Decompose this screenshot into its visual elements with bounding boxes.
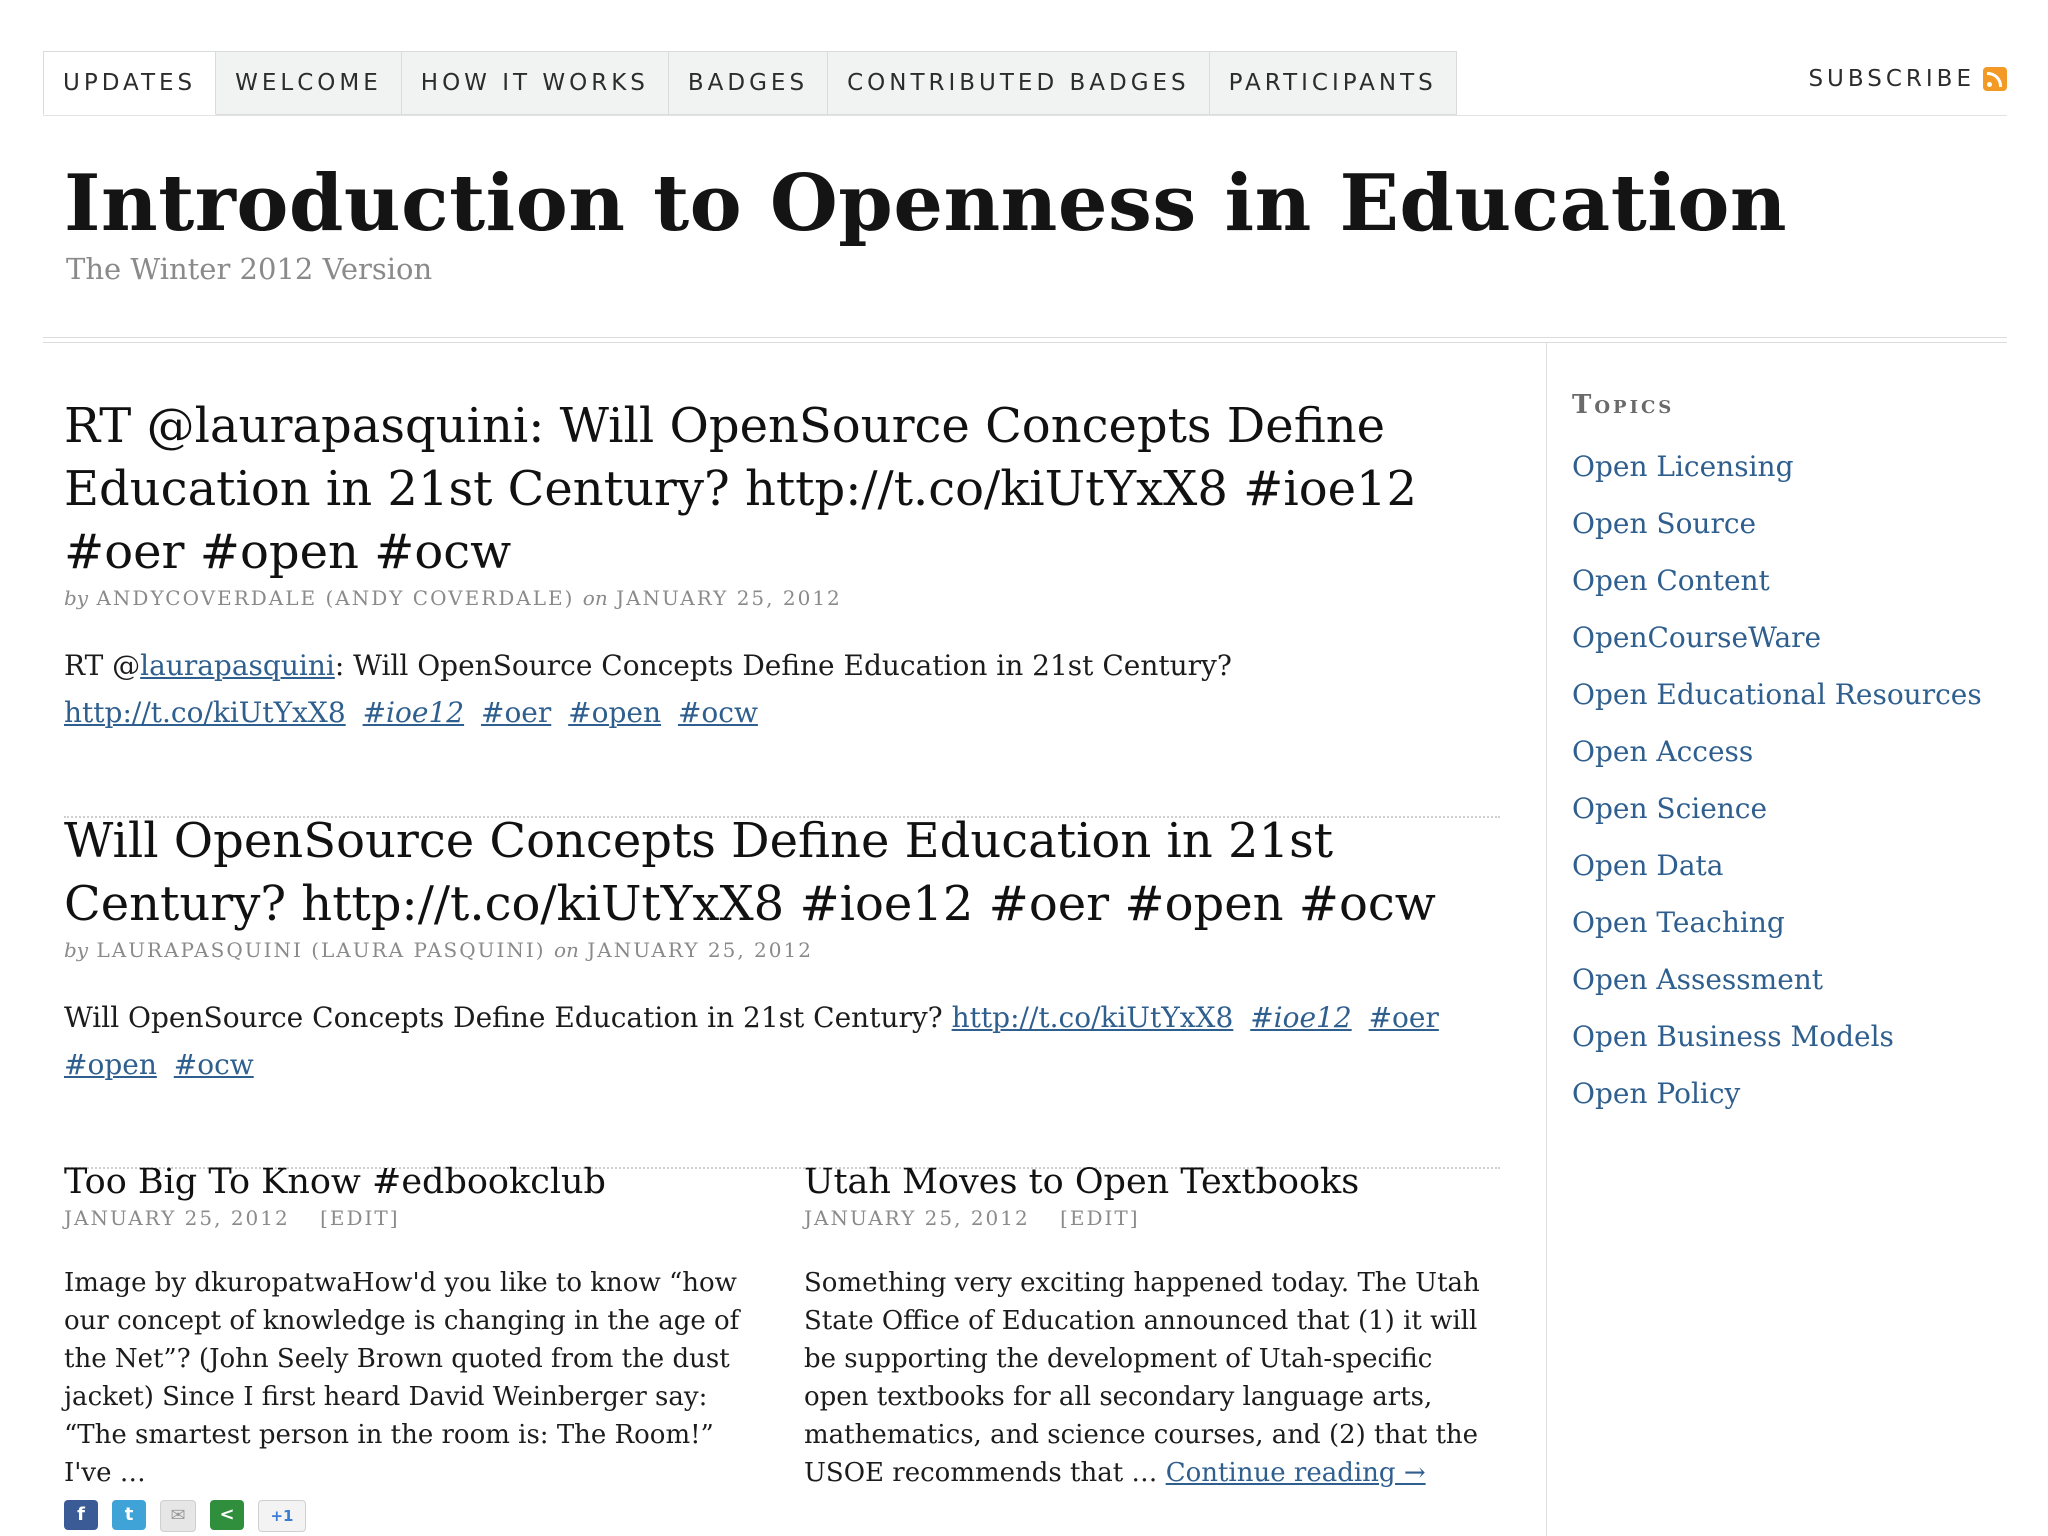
continue-reading-link[interactable]: Continue reading →: [1165, 1458, 1426, 1488]
tab-badges[interactable]: BADGES: [669, 51, 828, 115]
email-icon[interactable]: ✉: [160, 1500, 196, 1532]
post-title[interactable]: RT @laurapasquini: Will OpenSource Concepts Define Education in 21st Century? http://t.co/kiUtYxX8 #ioe12 #oer #open #ocw: [64, 398, 1418, 580]
topic-link[interactable]: Open Teaching: [1572, 906, 1785, 939]
post-author[interactable]: LAURAPASQUINI (LAURA PASQUINI): [96, 938, 546, 962]
tweet-link[interactable]: http://t.co/kiUtYxX8: [64, 696, 346, 729]
card-title[interactable]: Too Big To Know #edbookclub: [64, 1162, 606, 1202]
post-title[interactable]: Will OpenSource Concepts Define Education in 21st Century? http://t.co/kiUtYxX8 #ioe12 #oer #open #ocw: [64, 813, 1436, 932]
tab-participants[interactable]: PARTICIPANTS: [1210, 51, 1457, 115]
topics-heading: Topics: [1572, 390, 1675, 420]
post-byline: [64, 938, 1500, 962]
tab-how-it-works[interactable]: HOW IT WORKS: [402, 51, 669, 115]
edit-link[interactable]: [EDIT]: [1060, 1206, 1140, 1230]
site-subtitle: The Winter 2012 Version: [66, 252, 433, 286]
byline-on: on: [582, 586, 608, 610]
rss-icon: [1983, 67, 2007, 91]
edit-link[interactable]: [EDIT]: [320, 1206, 400, 1230]
card-title[interactable]: Utah Moves to Open Textbooks: [804, 1162, 1360, 1202]
twitter-icon[interactable]: t: [112, 1500, 146, 1530]
top-navigation: [43, 51, 2007, 116]
subscribe-link[interactable]: [1808, 66, 2007, 92]
hashtag-link[interactable]: #open: [568, 696, 662, 729]
card-excerpt: [804, 1264, 1484, 1492]
tab-updates[interactable]: UPDATES: [43, 51, 216, 115]
hashtag-link[interactable]: #ioe12: [1250, 1001, 1352, 1034]
topic-link[interactable]: Open Business Models: [1572, 1020, 1894, 1053]
subscribe-label: SUBSCRIBE: [1808, 66, 1975, 92]
excerpt-card: [804, 1160, 1484, 1492]
excerpt-card: [64, 1160, 744, 1532]
topic-link[interactable]: OpenCourseWare: [1572, 621, 1822, 654]
byline-on: on: [553, 938, 579, 962]
post-date[interactable]: JANUARY 25, 2012: [587, 938, 813, 962]
topic-link[interactable]: Open Science: [1572, 792, 1768, 825]
hashtag-link[interactable]: #oer: [480, 696, 552, 729]
hashtag-link[interactable]: #ioe12: [362, 696, 465, 729]
topic-link[interactable]: Open Source: [1572, 507, 1757, 540]
topic-link[interactable]: Open Educational Resources: [1572, 678, 1982, 711]
post-date[interactable]: JANUARY 25, 2012: [616, 586, 842, 610]
tab-welcome[interactable]: WELCOME: [216, 51, 402, 115]
topic-link[interactable]: Open Policy: [1572, 1077, 1741, 1110]
topic-link[interactable]: Open Access: [1572, 735, 1754, 768]
tab-contributed-badges[interactable]: CONTRIBUTED BADGES: [828, 51, 1210, 115]
topic-link[interactable]: Open Licensing: [1572, 450, 1794, 483]
card-excerpt-text: Something very exciting happened today. The Utah State Office of Education announced that (1) it will be supporting the development of Utah-specific open textbooks for all secondary language arts, mathematics, and science courses, and (2) that the USOE recommends that …: [804, 1268, 1480, 1488]
sidebar: [1572, 390, 2012, 1122]
share-bar: [64, 1500, 744, 1532]
site-title[interactable]: Introduction to Openness in Education: [64, 158, 1788, 249]
card-date: JANUARY 25, 2012: [804, 1206, 1030, 1230]
share-icon[interactable]: <: [210, 1500, 244, 1530]
post-body: [64, 642, 1500, 736]
byline-by: by: [64, 938, 89, 962]
body-text: Will OpenSource Concepts Define Education in 21st Century?: [64, 1001, 943, 1034]
topic-link[interactable]: Open Content: [1572, 564, 1770, 597]
hashtag-link[interactable]: #ocw: [677, 696, 758, 729]
post: [64, 810, 1500, 1169]
header-divider: [43, 337, 2007, 343]
topic-list: [1572, 438, 2012, 1122]
topic-link[interactable]: Open Data: [1572, 849, 1724, 882]
post-author[interactable]: ANDYCOVERDALE (ANDY COVERDALE): [96, 586, 575, 610]
card-meta: [804, 1206, 1484, 1230]
topic-link[interactable]: Open Assessment: [1572, 963, 1824, 996]
hashtag-link[interactable]: #open: [64, 1048, 157, 1081]
byline-by: by: [64, 586, 89, 610]
card-excerpt: Image by dkuropatwaHow'd you like to know “how our concept of knowledge is changing in the age of the Net”? (John Seely Brown quoted from the dust jacket) Since I first heard David Weinberger say: “The smartest person in the room is: The Room!” I've …: [64, 1268, 740, 1488]
hashtag-link[interactable]: #oer: [1368, 1001, 1439, 1034]
post: [64, 395, 1500, 818]
mention-link[interactable]: laurapasquini: [140, 649, 335, 682]
nav-tabs: [43, 51, 1457, 115]
body-text: : Will OpenSource Concepts Define Education in 21st Century?: [334, 649, 1232, 682]
hashtag-link[interactable]: #ocw: [173, 1048, 254, 1081]
card-meta: [64, 1206, 744, 1230]
facebook-icon[interactable]: f: [64, 1500, 98, 1530]
body-prefix: RT @: [64, 649, 141, 682]
sidebar-divider: [1546, 343, 1547, 1536]
card-date: JANUARY 25, 2012: [64, 1206, 290, 1230]
post-body: [64, 994, 1500, 1088]
google-plus-one-icon[interactable]: +1: [258, 1500, 306, 1532]
tweet-link[interactable]: http://t.co/kiUtYxX8: [951, 1001, 1234, 1034]
post-byline: [64, 586, 1500, 610]
